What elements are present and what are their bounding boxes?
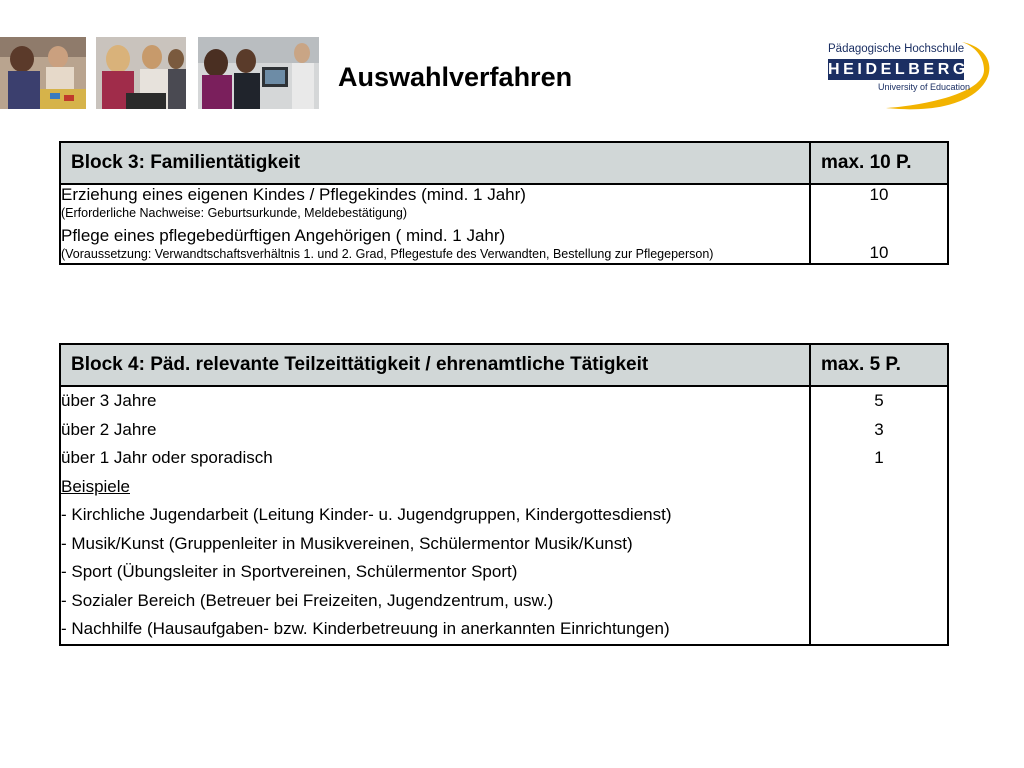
block4-example: - Nachhilfe (Hausaufgaben- bzw. Kinderbetreuung in anerkannten Einrichtungen) xyxy=(61,619,670,638)
block4-header-label: Block 4: Päd. relevante Teilzeittätigkeit / ehrenamtliche Tätigkeit xyxy=(60,344,810,386)
block3-criteria-cell xyxy=(60,184,810,264)
page-title: Auswahlverfahren xyxy=(338,62,573,92)
block3-header-row xyxy=(60,142,948,184)
university-logo xyxy=(824,36,996,112)
block3-header-points: max. 10 P. xyxy=(810,142,948,184)
block4-points: 3 xyxy=(874,419,884,439)
header-photo-students-table xyxy=(0,37,86,109)
block3-item1-note: (Erforderliche Nachweise: Geburtsurkunde, Meldebestätigung) xyxy=(61,206,408,220)
block4-row: über 1 Jahr oder sporadisch xyxy=(61,448,273,467)
block3-item2: Pflege eines pflegebedürftigen Angehörigen ( mind. 1 Jahr) xyxy=(61,226,506,245)
block4-example: - Musik/Kunst (Gruppenleiter in Musikvereinen, Schülermentor Musik/Kunst) xyxy=(61,533,633,553)
block3-table xyxy=(59,141,949,265)
header-photo-students-laptop xyxy=(96,37,186,109)
logo-line3: University of Education xyxy=(878,82,971,92)
block4-points: 5 xyxy=(874,391,884,410)
block4-body-row xyxy=(60,386,948,645)
block4-points: 1 xyxy=(874,448,884,467)
logo-line1: Pädagogische Hochschule xyxy=(828,43,965,55)
block4-example: - Kirchliche Jugendarbeit (Leitung Kinder- u. Jugendgruppen, Kindergottesdienst) xyxy=(61,505,672,524)
block4-example: - Sozialer Bereich (Betreuer bei Freizeiten, Jugendzentrum, usw.) xyxy=(61,590,554,610)
header-photo-classroom xyxy=(198,37,319,109)
block3-points-cell xyxy=(810,184,948,264)
block3-item1: Erziehung eines eigenen Kindes / Pflegekindes (mind. 1 Jahr) xyxy=(61,185,526,204)
block4-header-row xyxy=(60,344,948,386)
block3-header-label: Block 3: Familientätigkeit xyxy=(60,142,810,184)
block4-example: - Sport (Übungsleiter in Sportvereinen, Schülermentor Sport) xyxy=(61,562,518,581)
block4-table xyxy=(59,343,949,646)
block4-examples-heading: Beispiele xyxy=(61,476,130,496)
block4-row: über 3 Jahre xyxy=(61,391,157,410)
logo-wordmark: HEIDELBERG xyxy=(828,61,969,78)
block4-points-cell xyxy=(810,386,948,645)
block3-points1: 10 xyxy=(869,185,889,204)
block4-row: über 2 Jahre xyxy=(61,419,157,439)
block3-body-row xyxy=(60,184,948,264)
block4-criteria-cell xyxy=(60,386,810,645)
block3-points2: 10 xyxy=(869,243,889,262)
block3-item2-note: (Voraussetzung: Verwandtschaftsverhältnis 1. und 2. Grad, Pflegestufe des Verwandten, Bestellung zur Pflegeperson) xyxy=(61,247,714,261)
block4-header-points: max. 5 P. xyxy=(810,344,948,386)
